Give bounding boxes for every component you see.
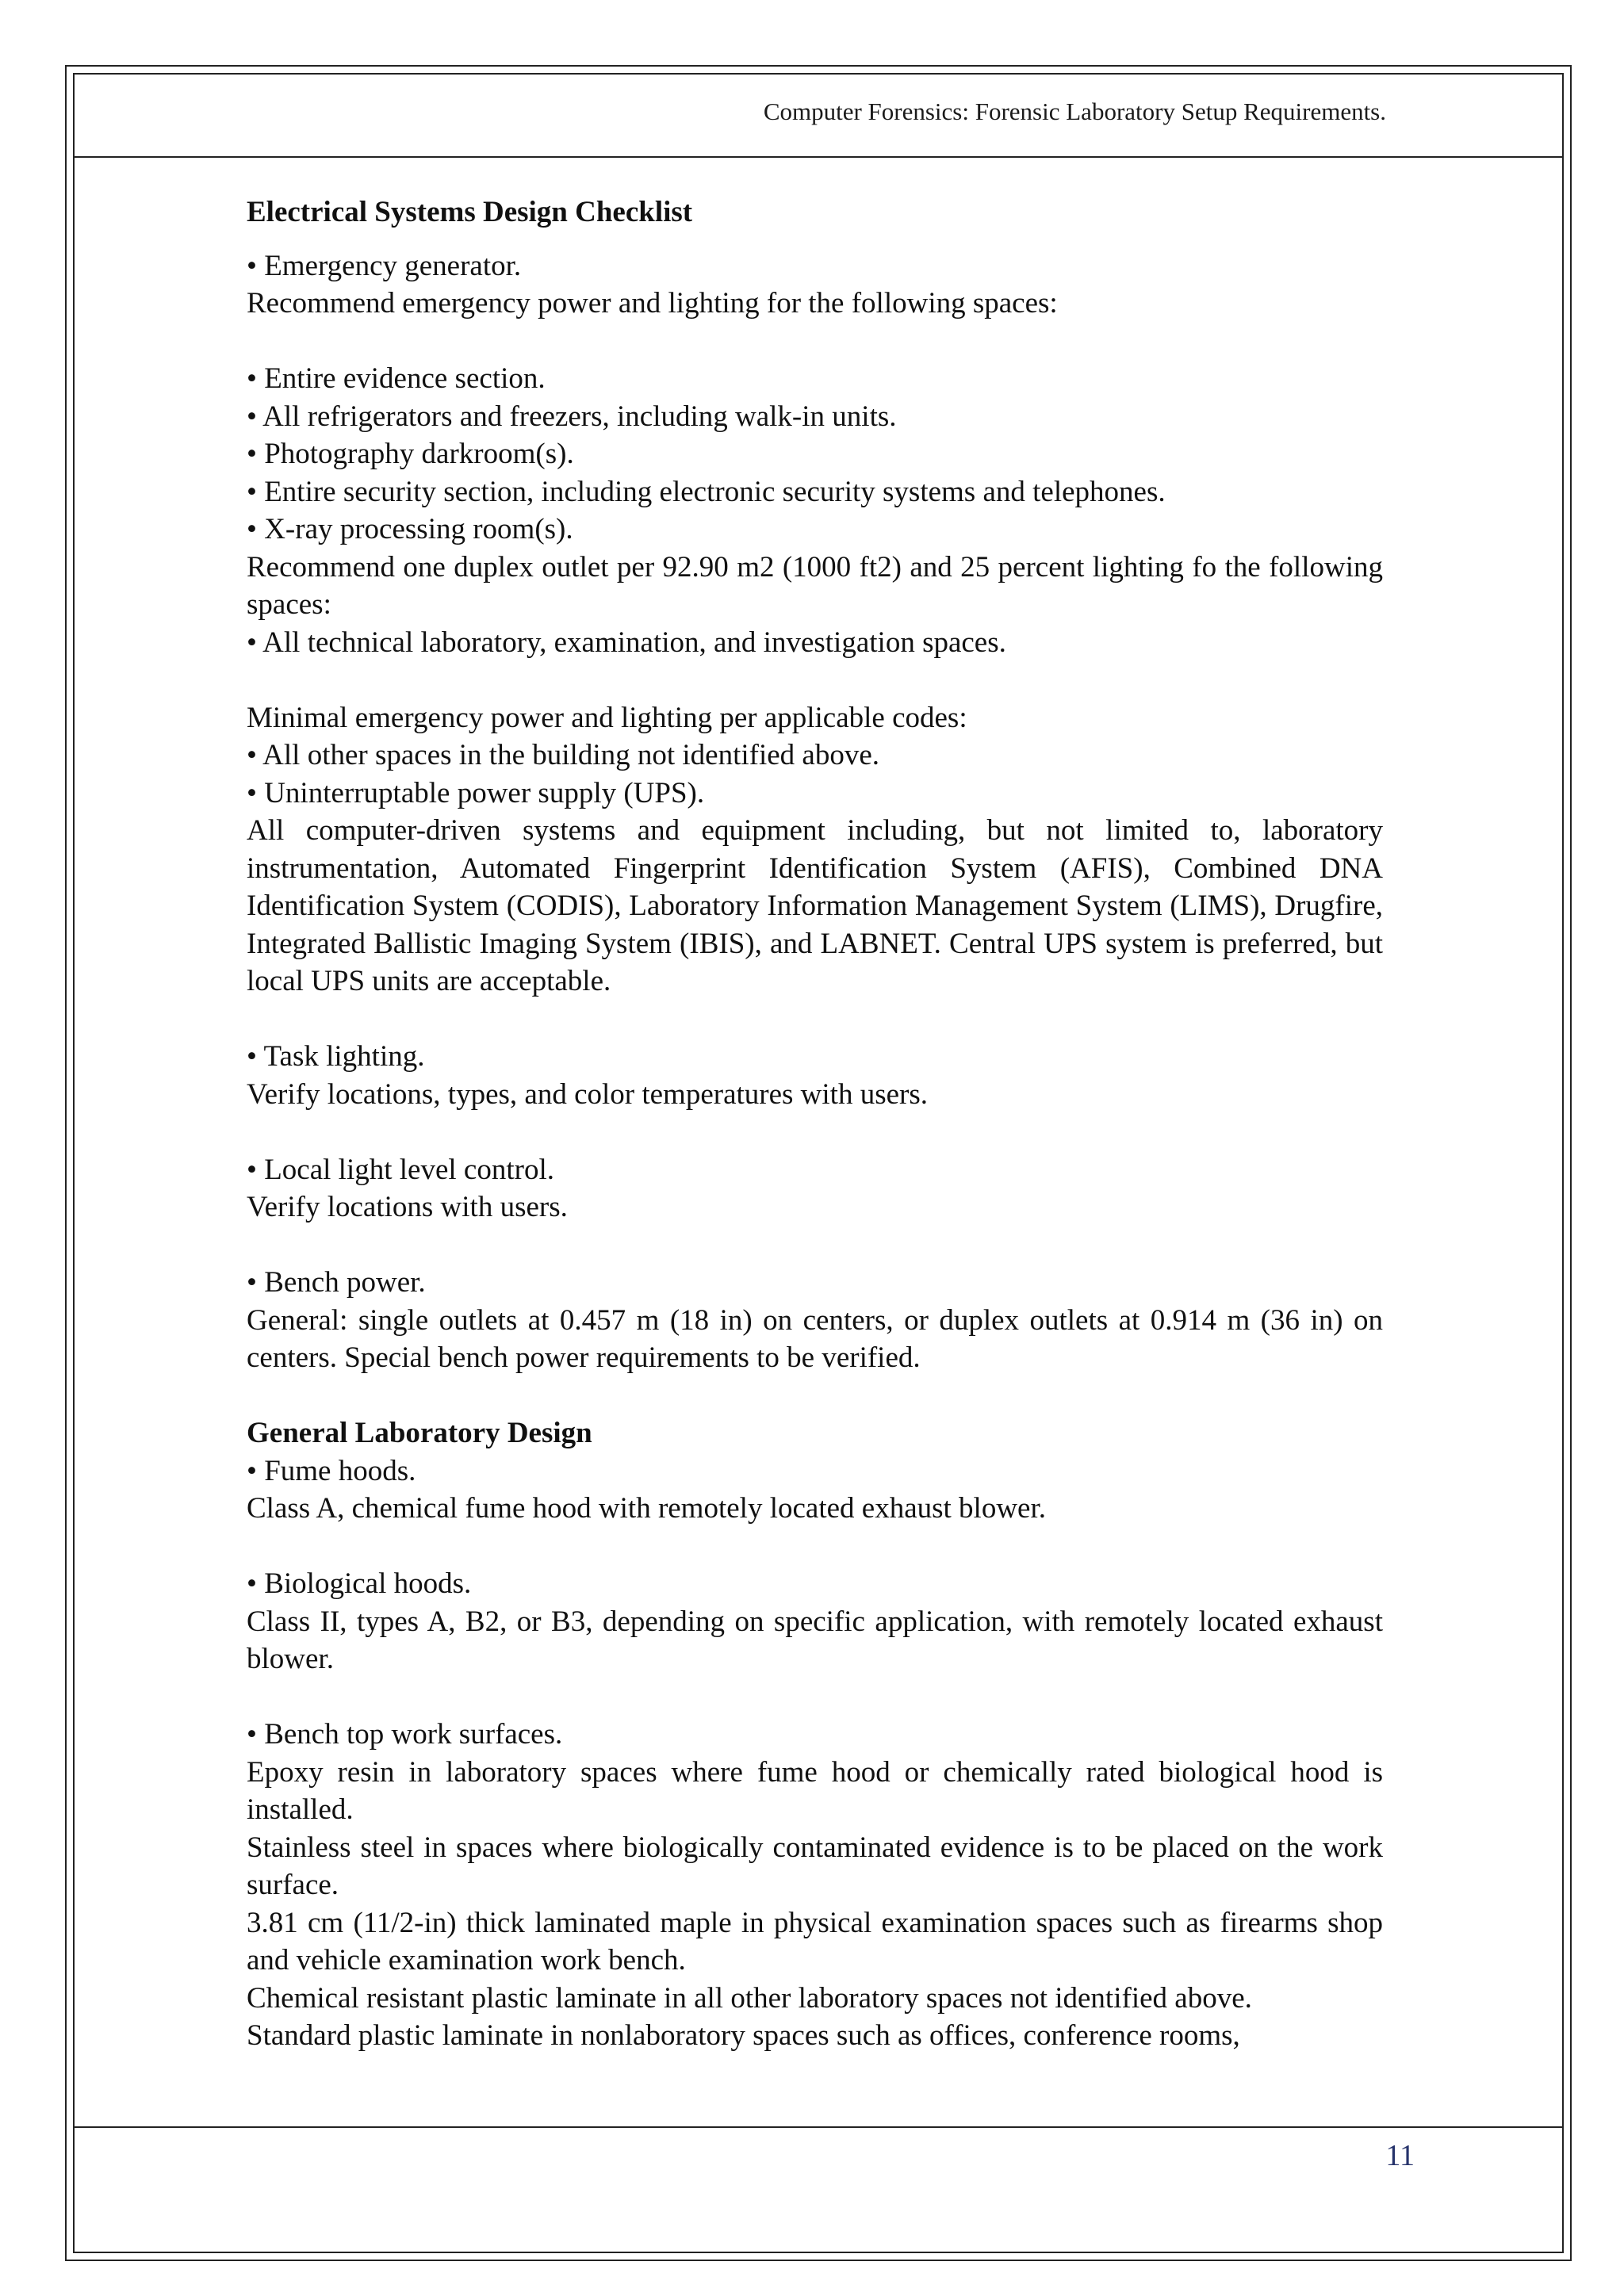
list-item: • Entire security section, including electronic security systems and telephones. bbox=[247, 475, 1166, 508]
paragraph: Stainless steel in spaces where biologically contaminated evidence is to be placed on the work surface. bbox=[247, 1831, 1383, 1901]
header-rule bbox=[73, 156, 1564, 158]
section-heading-general-lab: General Laboratory Design bbox=[247, 1417, 592, 1449]
paragraph: Recommend emergency power and lighting for the following spaces: bbox=[247, 287, 1058, 320]
list-item: • Fume hoods. bbox=[247, 1454, 416, 1487]
page-number: 11 bbox=[1385, 2139, 1415, 2172]
list-item: • Uninterruptable power supply (UPS). bbox=[247, 776, 705, 809]
paragraph: General: single outlets at 0.457 m (18 in) on centers, or duplex outlets at 0.914 m (36 in) on centers. Special bench power requirements to be verified. bbox=[247, 1303, 1383, 1374]
list-item: • Bench top work surfaces. bbox=[247, 1718, 563, 1751]
list-item: • Emergency generator. bbox=[247, 249, 522, 282]
footer-rule bbox=[73, 2126, 1564, 2128]
list-item: • Photography darkroom(s). bbox=[247, 438, 574, 470]
paragraph: Verify locations, types, and color temperatures with users. bbox=[247, 1077, 928, 1111]
paragraph: Standard plastic laminate in nonlaboratory spaces such as offices, conference rooms, bbox=[247, 2019, 1240, 2052]
list-item: • Task lighting. bbox=[247, 1040, 425, 1073]
list-item: • All other spaces in the building not identified above. bbox=[247, 739, 880, 771]
list-item: • X-ray processing room(s). bbox=[247, 513, 573, 545]
paragraph: Class A, chemical fume hood with remotely located exhaust blower. bbox=[247, 1492, 1046, 1525]
paragraph: Verify locations with users. bbox=[247, 1191, 568, 1223]
paragraph: Epoxy resin in laboratory spaces where fume hood or chemically rated biological hood is installed. bbox=[247, 1755, 1383, 1826]
list-item: • Biological hoods. bbox=[247, 1567, 472, 1600]
section-heading-electrical: Electrical Systems Design Checklist bbox=[247, 196, 693, 228]
paragraph: Recommend one duplex outlet per 92.90 m2 (1000 ft2) and 25 percent lighting fo the following spaces: bbox=[247, 550, 1383, 621]
list-item: • Local light level control. bbox=[247, 1153, 554, 1186]
page-content bbox=[247, 193, 1383, 2055]
paragraph: Class II, types A, B2, or B3, depending on specific application, with remotely located exhaust blower. bbox=[247, 1605, 1383, 1675]
paragraph: 3.81 cm (11/2-in) thick laminated maple in physical examination spaces such as firearms shop and vehicle examination work bench. bbox=[247, 1906, 1383, 1976]
paragraph: Minimal emergency power and lighting per applicable codes: bbox=[247, 701, 967, 734]
paragraph: All computer-driven systems and equipment including, but not limited to, laboratory instrumentation, Automated Fingerprint Identification System (AFIS), Combined DNA Identification System (CODIS), Laboratory Information Management System (LIMS), Drugfire, Integrated Ballistic Imaging System (IBIS), and LABNET. Central UPS system is preferred, but local UPS units are acceptable. bbox=[247, 814, 1383, 997]
running-header: Computer Forensics: Forensic Laboratory Setup Requirements. bbox=[763, 98, 1386, 125]
paragraph: Chemical resistant plastic laminate in all other laboratory spaces not identified above. bbox=[247, 1981, 1252, 2015]
list-item: • Entire evidence section. bbox=[247, 362, 546, 395]
list-item: • Bench power. bbox=[247, 1266, 426, 1299]
list-item: • All refrigerators and freezers, including walk-in units. bbox=[247, 400, 897, 433]
list-item: • All technical laboratory, examination, and investigation spaces. bbox=[247, 626, 1006, 659]
